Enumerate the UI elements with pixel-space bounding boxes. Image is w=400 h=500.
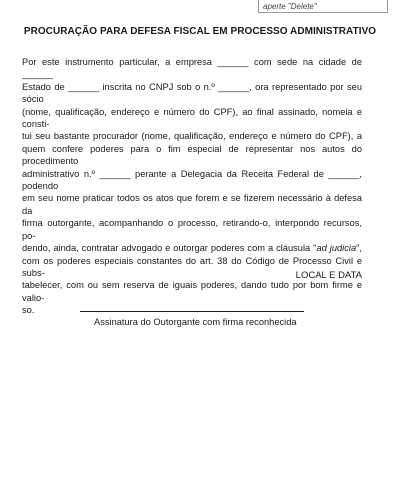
body-text: so. xyxy=(22,305,35,316)
body-line xyxy=(22,217,362,242)
body-text: dendo, ainda, contratar advogado e outorgar poderes com a cláusula " xyxy=(22,243,317,254)
document-title: PROCURAÇÃO PARA DEFESA FISCAL EM PROCESSO ADMINISTRATIVO xyxy=(23,26,377,37)
body-line xyxy=(22,81,362,106)
signature-label: Assinatura do Outorgante com firma reconhecida xyxy=(94,317,297,327)
body-line xyxy=(22,168,362,193)
signature-line xyxy=(80,311,304,312)
body-line xyxy=(22,56,362,81)
body-line xyxy=(22,130,362,142)
body-text: ", xyxy=(356,243,363,254)
body-italic-text: ad judicia xyxy=(316,243,357,254)
body-text: Estado de ______ inscrita no CNPJ sob o n.º ______, ora representado por seu sócio xyxy=(22,81,362,105)
body-text: tui seu bastante procurador (nome, qualificação, endereço e número do CPF), a xyxy=(22,131,362,142)
local-and-date: LOCAL E DATA xyxy=(295,270,362,281)
body-line xyxy=(22,242,362,254)
body-text: Por este instrumento particular, a empresa ______ com sede na cidade de ______ xyxy=(22,57,362,80)
body-line xyxy=(22,106,362,131)
body-line xyxy=(22,192,362,217)
body-text: (nome, qualificação, endereço e número do CPF), ao final assinado, nomeia e consti- xyxy=(22,106,362,130)
body-text: com os poderes especiais constantes do art. 38 do Código de Processo Civil e subs- xyxy=(22,255,362,278)
body-text: administrativo n.º ______ perante a Delegacia da Receita Federal de ______, podendo xyxy=(22,168,362,192)
body-text: firma outorgante, acompanhando o processo, retirando-o, interpondo recursos, po- xyxy=(22,218,362,241)
delete-hint-box: aperte "Delete" xyxy=(258,0,388,13)
body-line xyxy=(22,143,362,168)
body-line xyxy=(22,279,362,304)
body-text: tabelecer, com ou sem reserva de iguais poderes, dando tudo por bom firme e valio- xyxy=(22,280,362,303)
body-text: em seu nome praticar todos os atos que forem e se fizerem necessário à defesa da xyxy=(22,193,362,216)
body-text: quem confere poderes para o fim especial de representar nos autos do procedimento xyxy=(22,143,362,167)
